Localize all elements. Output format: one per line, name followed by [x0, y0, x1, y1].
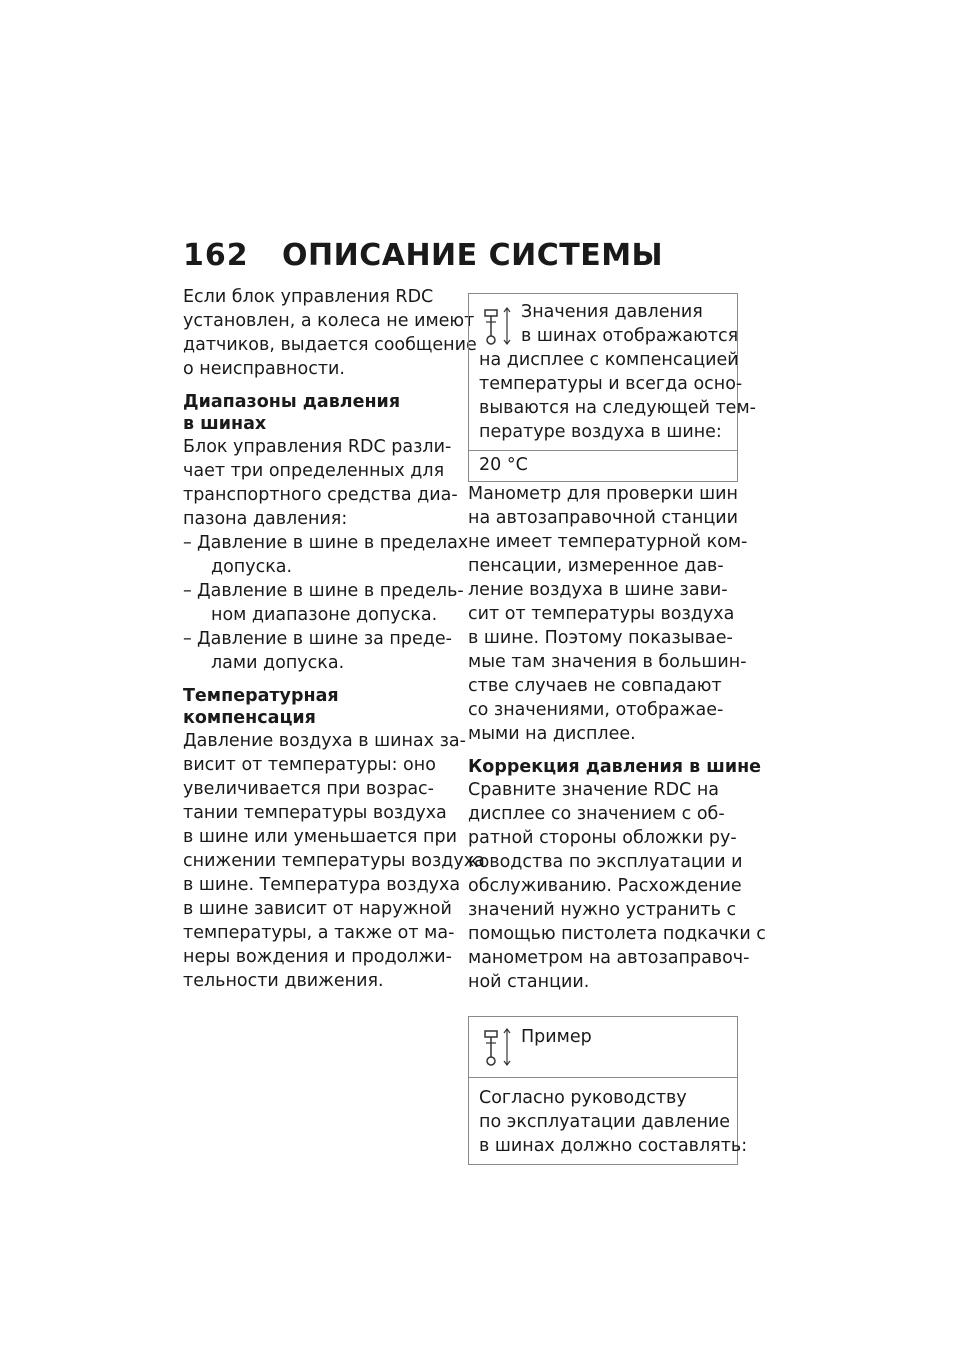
- text-line: пературе воздуха в шине:: [479, 422, 722, 442]
- text-line: в шинах отображаются: [521, 326, 739, 346]
- text-line: манометром на автозаправоч-: [468, 948, 750, 968]
- tire-gauge-icon: [481, 1027, 517, 1069]
- page-title: ОПИСАНИЕ СИСТЕМЫ: [282, 238, 664, 273]
- text-line: тании температуры воздуха: [183, 803, 447, 823]
- text-line: в шинах должно составлять:: [479, 1136, 748, 1156]
- note-box: [468, 293, 756, 482]
- text-line: пазона давления:: [183, 509, 348, 529]
- text-line: не имеет температурной ком-: [468, 532, 748, 552]
- text-line: ление воздуха в шине зави-: [468, 580, 728, 600]
- text-line: Сравните значение RDC на: [468, 780, 720, 800]
- left-column: [183, 285, 485, 993]
- text-line: установлен, а колеса не имеют: [183, 311, 475, 331]
- text-line: обслуживанию. Расхождение: [468, 876, 742, 896]
- list-item: [183, 579, 464, 627]
- text-line: Давление в шине за преде-: [197, 629, 452, 649]
- text-line: ководства по эксплуатации и: [468, 852, 743, 872]
- text-line: значений нужно устранить с: [468, 900, 737, 920]
- heading-line: Температурная: [183, 686, 339, 706]
- heading-line: в шинах: [183, 414, 267, 434]
- text-line: на автозаправочной станции: [468, 508, 739, 528]
- intro-paragraph: [183, 285, 477, 381]
- correction-heading: Коррекция давления в шине: [468, 757, 762, 777]
- text-line: мыми на дисплее.: [468, 724, 636, 744]
- text-line: ратной стороны обложки ру-: [468, 828, 737, 848]
- text-line: вываются на следующей тем-: [479, 398, 756, 418]
- tire-gauge-icon: [481, 306, 517, 348]
- correction-paragraph: [468, 778, 766, 994]
- text-line: мые там значения в большин-: [468, 652, 747, 672]
- list-item: [183, 627, 451, 675]
- text-line: увеличивается при возрас-: [183, 779, 434, 799]
- text-line: Значения давления: [521, 302, 703, 322]
- compensation-paragraph: [183, 729, 485, 993]
- text-line: Давление воздуха в шинах за-: [183, 731, 466, 751]
- text-line: Если блок управления RDC: [183, 287, 434, 307]
- text-line: снижении температуры воздуха: [183, 851, 485, 871]
- text-line: допуска.: [211, 557, 293, 577]
- text-line: дисплее со значением с об-: [468, 804, 725, 824]
- ranges-heading: [183, 391, 451, 435]
- page-number: 162: [183, 238, 249, 273]
- heading-line: Диапазоны давления: [183, 392, 401, 412]
- text-line: Согласно руководству: [479, 1088, 687, 1108]
- compensation-heading: [183, 685, 451, 729]
- text-line: ной станции.: [468, 972, 590, 992]
- text-line: неры вождения и продолжи-: [183, 947, 452, 967]
- dash-bullet: –: [183, 581, 192, 601]
- text-line: Манометр для проверки шин: [468, 484, 738, 504]
- text-line: в шине зависит от наружной: [183, 899, 452, 919]
- right-column: [468, 293, 766, 1165]
- heading-line: компенсация: [183, 708, 316, 728]
- text-line: датчиков, выдается сообщение: [183, 335, 477, 355]
- text-line: тельности движения.: [183, 971, 384, 991]
- text-line: Блок управления RDC разли-: [183, 437, 452, 457]
- text-line: температуры и всегда осно-: [479, 374, 743, 394]
- text-line: Давление в шине в предель-: [197, 581, 464, 601]
- text-line: о неисправности.: [183, 359, 345, 379]
- list-item: [183, 531, 469, 579]
- text-line: на дисплее с компенсацией: [479, 350, 739, 370]
- text-line: со значениями, отображае-: [468, 700, 724, 720]
- text-line: в шине или уменьшается при: [183, 827, 457, 847]
- text-line: транспортного средства диа-: [183, 485, 458, 505]
- text-line: в шине. Температура воздуха: [183, 875, 461, 895]
- example-box: [468, 1016, 748, 1165]
- example-label: Пример: [521, 1027, 592, 1047]
- text-line: температуры, а также от ма-: [183, 923, 455, 943]
- text-line: по эксплуатации давление: [479, 1112, 731, 1132]
- text-line: сит от температуры воздуха: [468, 604, 735, 624]
- bullet-list: [183, 531, 469, 675]
- text-line: ном диапазоне допуска.: [211, 605, 438, 625]
- dash-bullet: –: [183, 629, 192, 649]
- dash-bullet: –: [183, 533, 192, 553]
- temperature-value: 20 °C: [479, 455, 528, 475]
- ranges-paragraph: [183, 435, 458, 531]
- gauge-paragraph: [468, 482, 748, 746]
- text-line: пенсации, измеренное дав-: [468, 556, 724, 576]
- text-line: в шине. Поэтому показывае-: [468, 628, 733, 648]
- text-line: чает три определенных для: [183, 461, 445, 481]
- text-line: Давление в шине в пределах: [197, 533, 469, 553]
- text-line: помощью пистолета подкачки с: [468, 924, 766, 944]
- text-line: стве случаев не совпадают: [468, 676, 722, 696]
- text-line: лами допуска.: [211, 653, 345, 673]
- text-line: висит от температуры: оно: [183, 755, 436, 775]
